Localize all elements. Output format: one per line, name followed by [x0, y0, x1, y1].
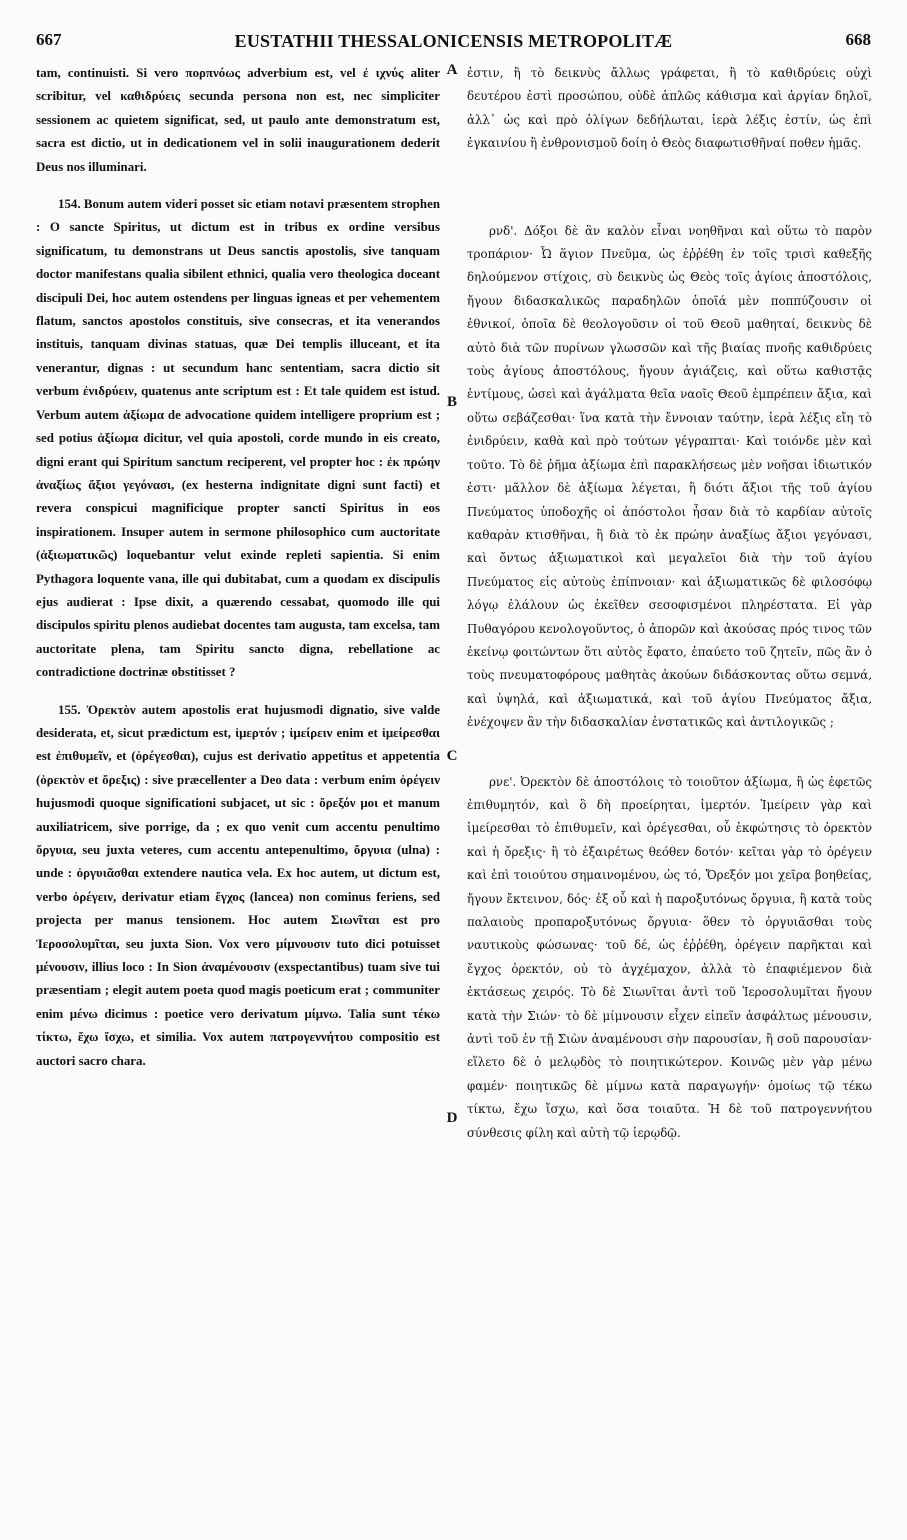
greek-paragraph-cont: ἐστιν, ἢ τὸ δεικνὺς ἄλλως γράφεται, ἢ τὸ καθιδρύεις οὐχὶ δευτέρου ἐστὶ προσώπου, οὐδὲ ἁπλῶς κάθισμα καὶ ἀργίαν δηλοῖ, ἀλλ᾽ ὡς καὶ πρὸ ὀλίγων δεδήλωται, ἱερὰ λέξις ἐστίν, ὡς ἐπὶ ἐγκαινίου ἢ ἐνθρονισμοῦ δοίη ὁ Θεὸς διαφωτισθῆναί ποθεν ἡμᾶς. [467, 66, 872, 151]
greek-column [467, 62, 872, 1512]
margin-marker-c: C [446, 748, 458, 764]
latin-paragraph-cont: tam, continuisti. Si vero πορπνόως adverbium est, vel ἐ ιχνύς aliter scribitur, vel καθιδρύεις secunda persona non est, nec simpliciter sessionem ac quietem significat, sed, ut paulo ante demonstratum est, sacra est dictio, ut in dedicationem vel in solii inaugurationem dederit Deus nos illuminari. [36, 66, 440, 174]
page-number-right: 668 [845, 30, 871, 49]
page-number-left: 667 [36, 30, 62, 49]
greek-paragraph-155: ρνε'. Ὀρεκτὸν δὲ ἀποστόλοις τὸ τοιοῦτον ἀξίωμα, ἢ ὡς ἐφετῶς ἐπιθυμητόν, καὶ ὃ δὴ προείρηται, ἱμερτόν. Ἱμείρειν γὰρ καὶ ἱμείρεσθαι τὸ ἐπιθυμεῖν, καὶ ὀρέγεσθαι, οὗ ἐκφώτησις τὸ ὀρεκτὸν καὶ ἡ ὄρεξις· ἢ τὸ ἐξαιρέτως θεόθεν δοτόν· κεῖται γὰρ τὸ ὀρέγειν καὶ ἐπὶ τοιούτου σημαινομένου, ὡς τό, Ὄρεξόν μοι χεῖρα βοηθείας, ἤγουν ἔκτεινον, δός· ἐξ οὗ καὶ ἡ παροξυτόνως ὄργυια, ἢ κατὰ τοὺς παλαιοὺς προπαροξυτόνως ὄργυια· ὅθεν τὸ ὀργυιᾶσθαι τοὺς ναυτικοὺς φώσωνας· τοῦ δέ, ὡς ἐῤῥέθη, ὀρέγειν παρῆκται καὶ ἔγχος ὀρεκτόν, οὐ τὸ ἀγχέμαχον, ἀλλὰ τὸ ἐπαφιέμενον διὰ ἐκτάσεως χειρός. Τὸ δὲ Σιωνῖται ἀντὶ τοῦ Ἱεροσολυμῖται ἤγουν κατὰ τὴν Σιών· τὸ δὲ μίμνουσιν εἶχεν εἰπεῖν ἀσφάλτως μένουσιν, ἀντὶ τοῦ ἐν τῇ Σιὼν ἀναμένουσι σὴν παρουσίαν, ἢ σοῦ παρουσίαν· εἵλετο δὲ ὁ μελῳδὸς τὸ ποιητικώτερον. Κοινῶς μὲν γὰρ μένω φαμέν· ποιητικῶς δὲ μίμνω κατὰ παραγωγήν· ὁμοίως τῷ τέκω τίκτω, ἔχω ἴσχω, καὶ ὅσα τοιαῦτα. Ἡ δὲ τοῦ πατρογεννήτου σύνθεσις φίλη καὶ αὐτὴ τῷ ἱερῳδῷ. [467, 774, 872, 1140]
margin-marker-a: A [446, 62, 458, 78]
latin-paragraph-155: 155. Ὀρεκτὸν autem apostolis erat hujusmodi dignatio, sive valde desiderata, et, sicut prædictum est, ἱμερτόν ; ἱμείρειν enim et ἱμείρεσθαι est ἐπιθυμεῖν, et (ὀρέγεσθαι), cujus est derivatio appetitus et appetentia (ὀρεκτὸν et ὄρεξις) : sive præcellenter a Deo data : verbum enim ὀρέγειν hujusmodi quoque significationi subjacet, ut sic : ὄρεξόν μοι et manum auxiliatricem, sive porrige, da ; ex quo venit cum accentu penultimo ὄργυια, seu juxta veteres, cum accentu antepenultimo, ὄργυια (ulna) : unde : ὀργυιᾶσθαι extendere nautica vela. Ex hoc autem, ut dictum est, verbo ὀρέγειν, derivatur etiam ἔγχος (lancea) non cominus feriens, sed projecta per manus tensionem. Hoc autem Σιωνῖται est pro Ἱεροσολυμῖται, seu juxta Sion. Vox vero μίμνουσιν tuto dici potuisset μένουσιν, illius loco : In Sion ἀναμένουσιν (exspectantibus) tuam sive tui præsentiam ; elegit autem poeta quod magis poeticum erat ; communiter enim μένω dicimus : poetice vero derivatum μίμνω. Talia sunt τέκω τίκτω, ἔχω ἴσχω, et similia. Vox autem πατρογεννήτου compositio est auctori sacro chara. [36, 702, 440, 1068]
margin-marker-d: D [446, 1110, 458, 1126]
running-header [0, 0, 907, 56]
greek-paragraph-154: ρνδ'. Δόξοι δὲ ἂν καλὸν εἶναι νοηθῆναι καὶ οὕτω τὸ παρὸν τροπάριον· Ὦ ἅγιον Πνεῦμα, ὡς ἐῤῥέθη ἐν τοῖς τρισὶ καθεξῆς δηλούμενον στίχοις, σὺ δεικνὺς ὡς Θεὸς τοῖς ἁγίοις ἀποστόλοις, ἤγουν διδασκαλικῶς παραδηλῶν ὁποῖά μὲν ποππύζουσιν οἱ ἐθνικοί, ὁποῖα δὲ θεολογοῦσιν οἱ τοῦ Θεοῦ μαθηταί, δεικνὺς δὲ αὐτὸ διὰ τῶν πυρίνων γλωσσῶν καὶ τῆς βιαίας πνοῆς καθιδρύεις τοὺς ἁγίους ἀποστόλους, ἤγουν ἀγιάζεις, καὶ οὕτω καθιστᾷς ἐντίμους, ὡσεὶ καὶ ἀγάλματα θεῖα ναοῖς Θεοῦ ἐμπρέπειν ἄξια, καὶ οὕτω σεβάζεσθαι· ἵνα κατὰ τὴν ἔννοιαν ταύτην, ἱερὰ λέξις εἴη τὸ ἐνιδρύειν, καθὰ καὶ πρὸ τούτων γέγραπται· Καὶ τοιόνδε μὲν καὶ τοῦτο. Τὸ δὲ ῥῆμα ἀξίωμα ἐπὶ παρακλήσεως μὲν νοῆσαι ἰδιωτικόν ἐστι· μᾶλλον δὲ ἀξίωμα λέγεται, ἢ διότι ἄξιοι τῆς τοῦ ἁγίου Πνεύματος ὑποδοχῆς οἱ ἀπόστολοι ἦσαν διὰ τὸ καρδίαν αὐτοῖς καθαρὰν κτισθῆναι, ἢ διὰ τὸ ἐκ πρώην ἀναξίως ἄξιοι γεγόνασι, καὶ ὄντως ἀξιωματικοὶ καὶ μεγαλεῖοι διὰ τὴν τοῦ ἁγίου Πνεύματος εἰς αὐτοὺς ἐπίπνοιαν· καὶ ἀξιωματικῶς δὲ φιλοσόφῳ λόγῳ ἐλάλουν ὡς ἐκεῖθεν σεσοφισμένοι πληρέστατα. Εἰ γὰρ Πυθαγόρου κενολογοῦντος, ὁ ἀπορῶν καὶ ἀκούσας πρός τινος τῶν ἐκείνῳ φοιτώντων ὅτι αὐτὸς ἔφατο, ἐπαύετο τοῦ ζητεῖν, πῶς ἂν ὁ τοὺς πνευματοφόρους μαθητὰς ἀκούων διδάσκοντας οὕτω σεμνά, καὶ ὑψηλά, καὶ ἀξιωματικά, καὶ τοῦ ἁγίου Πνεύματος ἄξια, ἐνέχοψεν ἂν τὴν διδασκαλίαν ἐνστατικῶς καὶ ἀντιλογικῶς ; [467, 223, 872, 730]
latin-paragraph-154: 154. Bonum autem videri posset sic etiam notavi præsentem strophen : O sancte Spiritus, ut dictum est in tribus ex ordine versibus significatum, tu demonstrans ut Deus sanctis apostolis, sive tanquam doctor manifestans qualia sibilent ethnici, qualia vero theologica doceant discipuli Dei, hoc autem ostendens per linguas igneas et per vehementem flatum, sanctos apostolos constituis, sive consecras, et ita venerandos instituis, tanquam divinas statuas, quæ Dei templis illuceant, et ita venerantur, dignas : ut secundum hanc sententiam, sacra dictio sit verbum ἐνιδρύειν, quatenus ante scriptum est : Et tale quidem est istud. Verbum autem ἀξίωμα de advocatione quidem intelligere proprium est ; sed potius ἀξίωμα dicitur, vel quia apostoli, corde mundo in eis creato, digni erant qui Spiritum sanctum reciperent, vel propter hoc : ἐκ πρώην ἀναξίως ἄξιοι γεγόνασι, (ex hesterna indignitate digni sunt facti) et revera conspicui magnificique propter sancti Spiritus in eos inspirationem. Insuper autem in sermone philosophico cum auctoritate (ἀξιωματικῶς) loquebantur velut exinde repleti sapientia. Si enim Pythagora loquente vana, ille qui dubitabat, cum a quodam ex discipulis ejus audierat : Ipse dixit, a quærendo cessabat, quomodo ille qui discipulos spiritu plenos audiebat docentes tam augusta, tam excelsa, tam auctoritate plena, tam Spiritu sancto digna, rebellatione ac contradictione doctrinæ obstitisset ? [36, 197, 440, 680]
margin-marker-b: B [446, 394, 457, 410]
running-title: EUSTATHII THESSALONICENSIS METROPOLITÆ [234, 31, 673, 51]
latin-column [36, 62, 440, 1512]
